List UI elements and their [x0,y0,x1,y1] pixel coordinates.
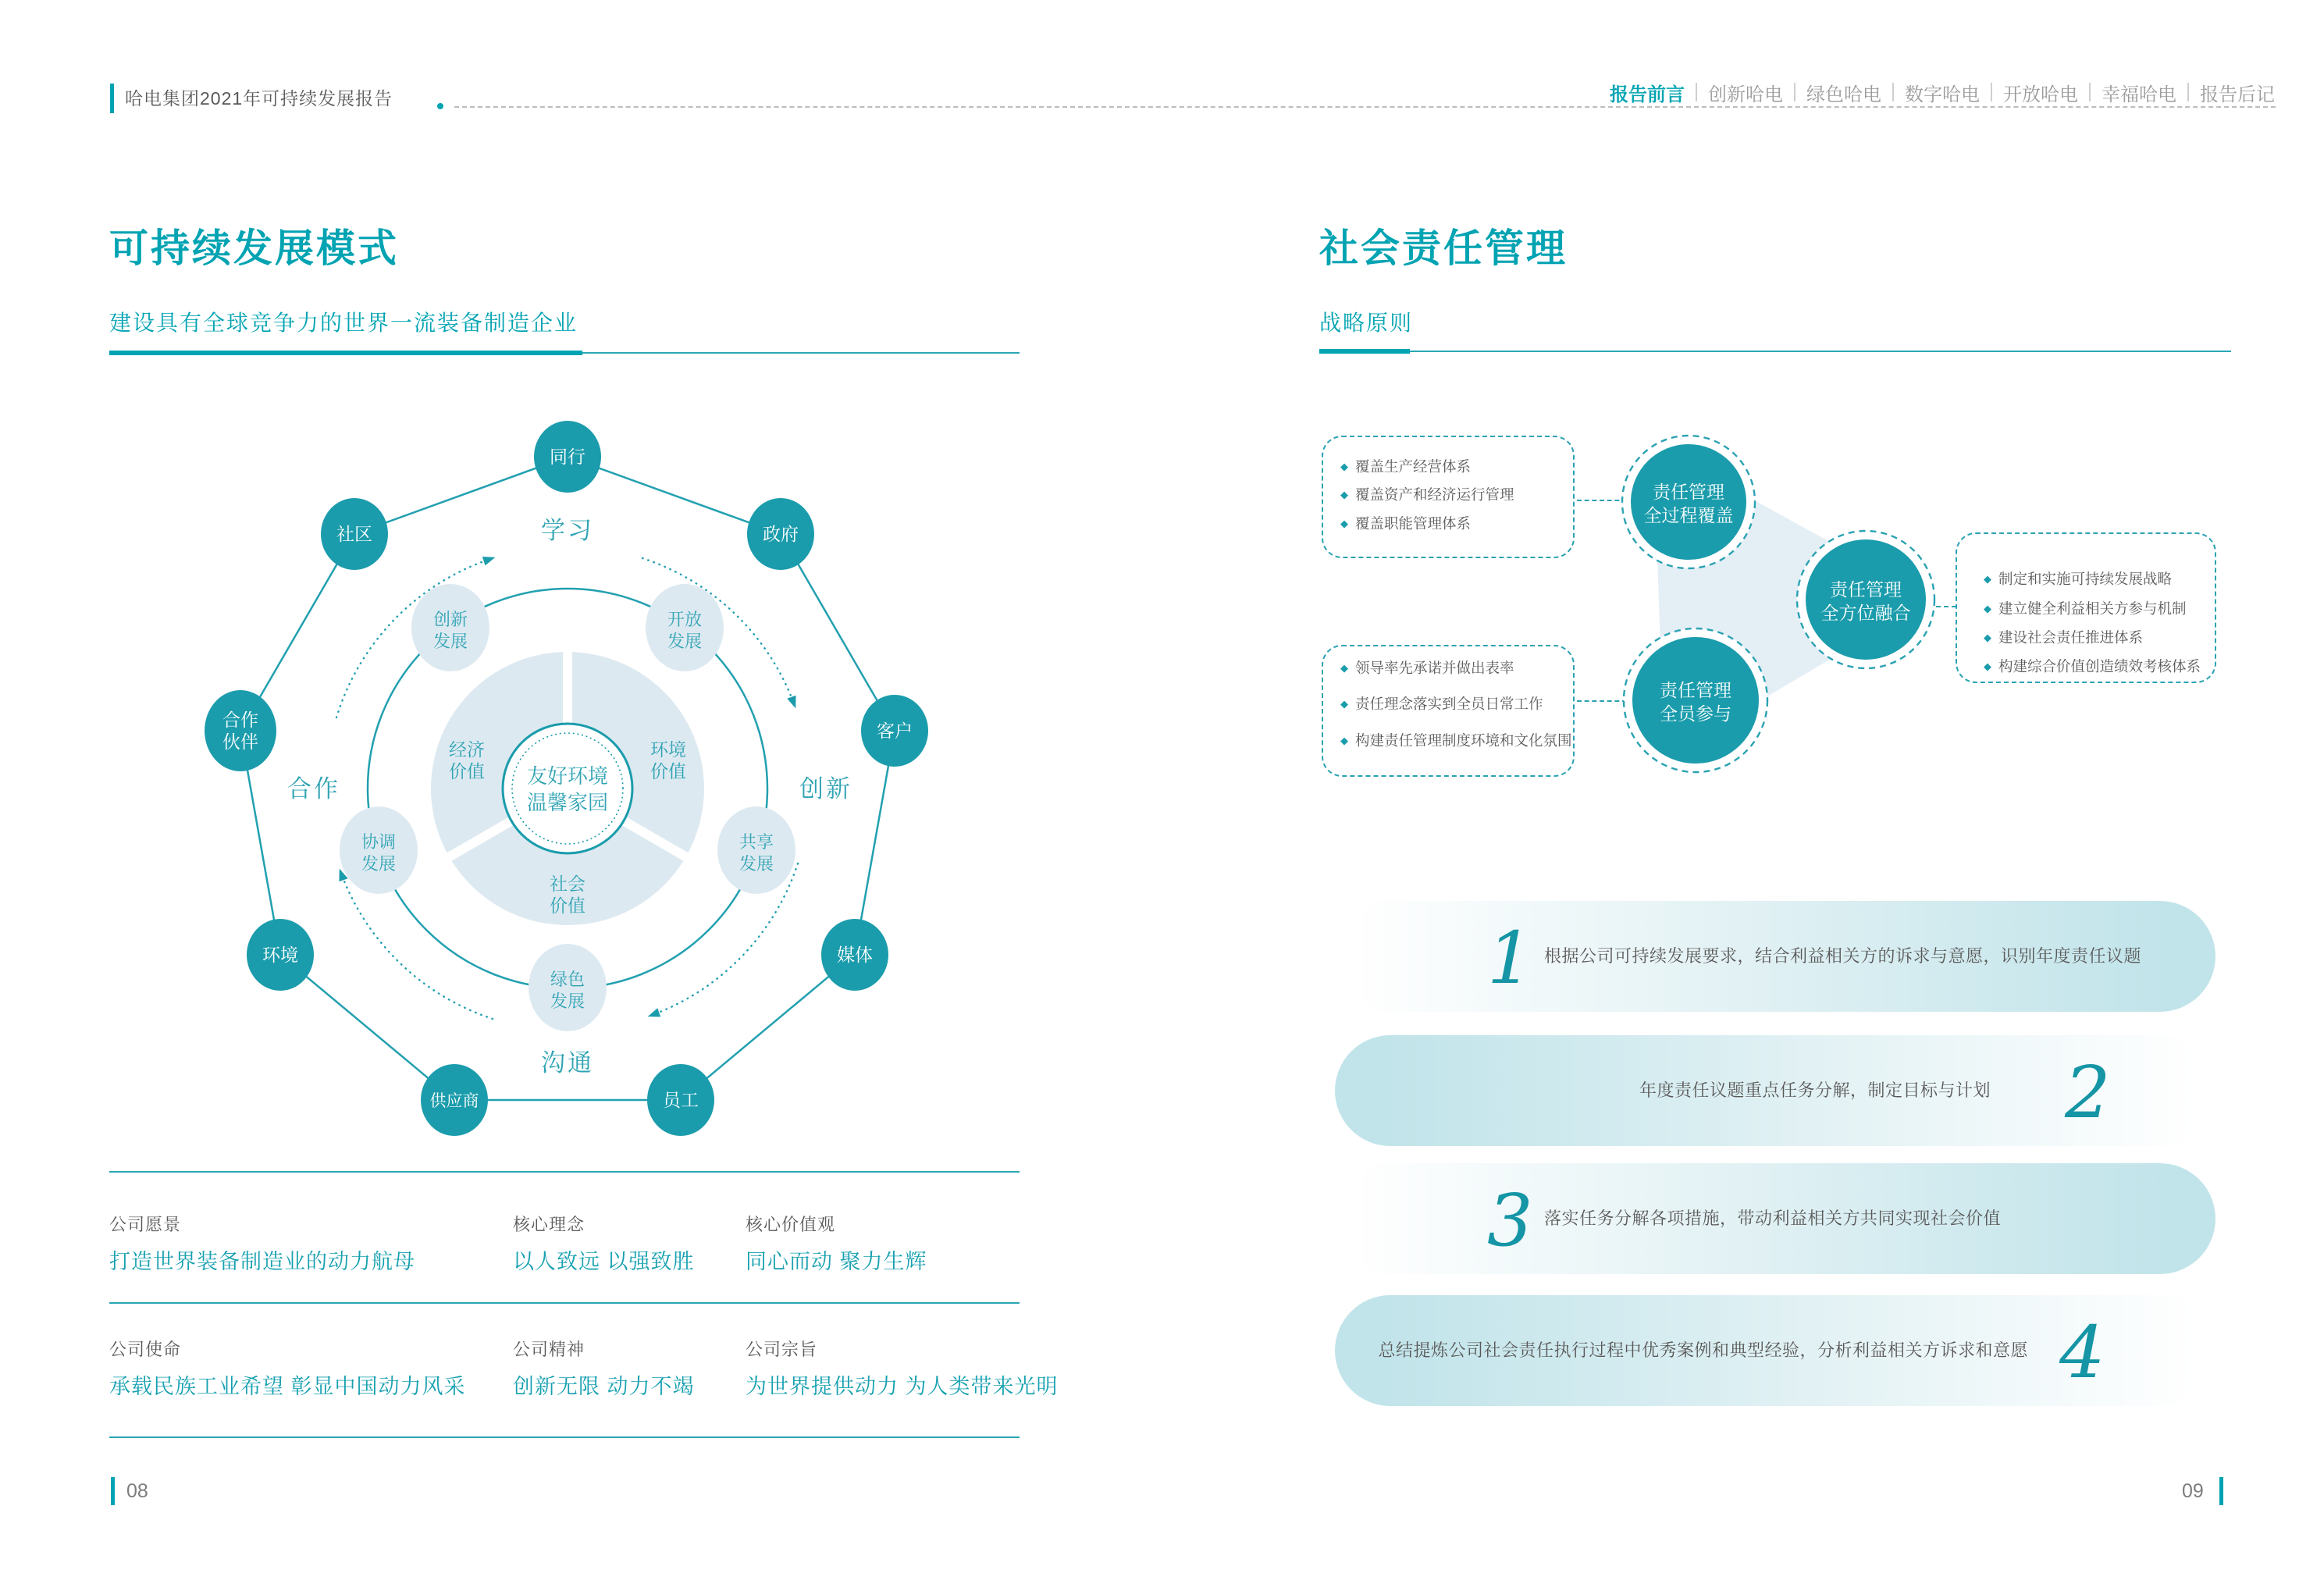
svg-text:学习: 学习 [541,517,594,544]
svg-text:价值: 价值 [550,895,585,916]
nav-separator [2187,83,2189,101]
svg-text:创新: 创新 [432,610,468,629]
svg-text:责任管理: 责任管理 [1830,579,1902,600]
diamond-bullet-icon: ◆ [1340,698,1348,710]
right-page-number: 09 [2182,1480,2204,1502]
svg-text:发展: 发展 [432,632,468,651]
diamond-bullet-icon: ◆ [1340,735,1348,746]
svg-text:同行: 同行 [550,447,585,467]
nav-separator [1696,83,1697,101]
nav-item-postscript[interactable]: 报告后记 [2200,84,2275,105]
step-number: 2 [2065,1051,2111,1134]
people-participation-box [1322,645,1575,777]
step-bar-4 [1335,1295,2215,1406]
svg-text:责任管理: 责任管理 [1653,482,1724,502]
left-page-title: 可持续发展模式 [109,226,399,270]
nav-item-digital[interactable]: 数字哈电 [1905,84,1980,105]
vision-value: 打造世界装备制造业的动力航母 [109,1250,415,1273]
people-item: 构建责任管理制度环境和文化氛围 [1355,732,1572,749]
integration-item: 建设社会责任推进体系 [1998,629,2144,646]
svg-text:社区: 社区 [336,524,372,544]
svg-text:友好环境: 友好环境 [526,764,609,788]
svg-text:发展: 发展 [738,854,774,874]
svg-text:绿色: 绿色 [550,970,585,989]
svg-text:共享: 共享 [738,832,774,852]
people-item: 领导率先承诺并做出表率 [1355,660,1514,676]
svg-text:政府: 政府 [763,524,799,544]
right-pagenum-bar [2219,1477,2223,1505]
svg-text:全过程覆盖: 全过程覆盖 [1643,505,1734,525]
purpose-label: 公司宗旨 [746,1340,818,1359]
nav-item-innovation[interactable]: 创新哈电 [1708,84,1783,105]
svg-text:沟通: 沟通 [541,1049,594,1077]
core-concept-label: 核心理念 [513,1215,585,1234]
left-page-subtitle: 建设具有全球竞争力的世界一流装备制造企业 [109,311,578,335]
table-rule-top [109,1171,1020,1173]
core-concept-value: 以人致远 以强致胜 [513,1250,695,1273]
right-underline-thin [1410,351,2231,352]
diamond-bullet-icon: ◆ [1340,662,1348,674]
right-underline-thick [1319,349,1410,354]
svg-text:协调: 协调 [361,832,397,852]
header-dot-icon [437,103,443,109]
mission-label: 公司使命 [109,1340,182,1359]
spirit-label: 公司精神 [513,1340,585,1359]
process-coverage-box [1322,436,1575,558]
svg-text:经济: 经济 [449,739,485,760]
vision-label: 公司愿景 [109,1215,182,1234]
nav-item-open[interactable]: 开放哈电 [2003,84,2078,105]
table-rule-mid [109,1302,1020,1304]
diamond-bullet-icon: ◆ [1340,489,1348,500]
spirit-value: 创新无限 动力不竭 [513,1375,695,1398]
integration-box [1956,532,2216,683]
diamond-bullet-icon: ◆ [1984,603,1991,614]
svg-text:温馨家园: 温馨家园 [526,791,609,814]
left-page-number: 08 [126,1480,148,1502]
process-item: 覆盖职能管理体系 [1355,515,1472,532]
integration-item: 建立健全利益相关方参与机制 [1998,600,2187,617]
sustainable-model-diagram [187,410,952,1152]
header-accent-bar [110,84,114,113]
svg-text:发展: 发展 [361,854,397,874]
svg-text:环境: 环境 [650,739,686,760]
svg-text:合作: 合作 [222,710,258,730]
step-bar-3 [1335,1163,2215,1274]
step-text: 年度责任议题重点任务分解，制定目标与计划 [1639,1080,1991,1100]
svg-text:发展: 发展 [667,632,703,651]
nav-separator [1794,83,1795,101]
svg-text:开放: 开放 [667,610,703,629]
svg-text:价值: 价值 [650,761,686,781]
nav-item-happiness[interactable]: 幸福哈电 [2102,84,2176,105]
nav-item-report-foreword[interactable]: 报告前言 [1610,84,1685,105]
report-title: 哈电集团2021年可持续发展报告 [125,88,393,109]
people-item: 责任理念落实到全员日常工作 [1355,696,1543,712]
left-pagenum-bar [111,1477,115,1505]
svg-text:全员参与: 全员参与 [1660,703,1731,724]
step-bar-1 [1335,901,2215,1012]
diamond-bullet-icon: ◆ [1984,573,1991,585]
left-underline-thin [582,352,1020,354]
svg-text:发展: 发展 [550,991,585,1011]
integration-item: 制定和实施可持续发展战略 [1998,571,2173,587]
svg-text:员工: 员工 [663,1090,699,1110]
core-values-value: 同心而动 聚力生辉 [746,1250,927,1273]
diamond-bullet-icon: ◆ [1984,632,1991,643]
svg-text:责任管理: 责任管理 [1660,680,1731,700]
integration-item: 构建综合价值创造绩效考核体系 [1998,658,2201,675]
nav-separator [2089,83,2091,101]
nav-separator [1892,83,1894,101]
nav-item-green[interactable]: 绿色哈电 [1806,84,1881,105]
step-bar-2 [1335,1035,2215,1146]
nav-separator [1991,83,1992,101]
right-page-title: 社会责任管理 [1319,226,1568,270]
step-number: 4 [2059,1311,2105,1394]
purpose-value: 为世界提供动力 为人类带来光明 [746,1375,1059,1398]
step-number: 1 [1487,917,1533,1000]
diamond-bullet-icon: ◆ [1984,660,1991,672]
diamond-bullet-icon: ◆ [1340,461,1348,472]
right-page-subtitle: 战略原则 [1319,311,1414,335]
svg-text:合作: 合作 [287,775,340,803]
diamond-bullet-icon: ◆ [1340,518,1348,529]
left-underline-thick [109,351,582,355]
step-text: 根据公司可持续发展要求，结合利益相关方的诉求与意愿，识别年度责任议题 [1544,946,2142,966]
svg-text:媒体: 媒体 [837,945,873,965]
center-circle [503,724,632,853]
svg-text:伙伴: 伙伴 [222,732,258,752]
mission-value: 承载民族工业希望 彰显中国动力风采 [109,1375,466,1398]
table-rule-bottom [109,1436,1020,1438]
svg-text:客户: 客户 [877,721,913,741]
process-item: 覆盖生产经营体系 [1355,458,1472,475]
core-values-label: 核心价值观 [746,1215,836,1234]
svg-text:环境: 环境 [262,945,298,965]
header-nav [1610,77,2275,108]
svg-text:全方位融合: 全方位融合 [1820,603,1911,623]
svg-text:社会: 社会 [550,874,585,894]
responsibility-circles-diagram [1608,425,1967,792]
svg-text:供应商: 供应商 [429,1092,479,1110]
step-text: 总结提炼公司社会责任执行过程中优秀案例和典型经验，分析利益相关方诉求和意愿 [1378,1340,2028,1360]
step-number: 3 [1487,1179,1533,1262]
svg-text:价值: 价值 [449,761,485,781]
svg-text:创新: 创新 [799,775,852,803]
process-item: 覆盖资产和经济运行管理 [1355,486,1514,503]
step-text: 落实任务分解各项措施，带动利益相关方共同实现社会价值 [1544,1209,2002,1228]
